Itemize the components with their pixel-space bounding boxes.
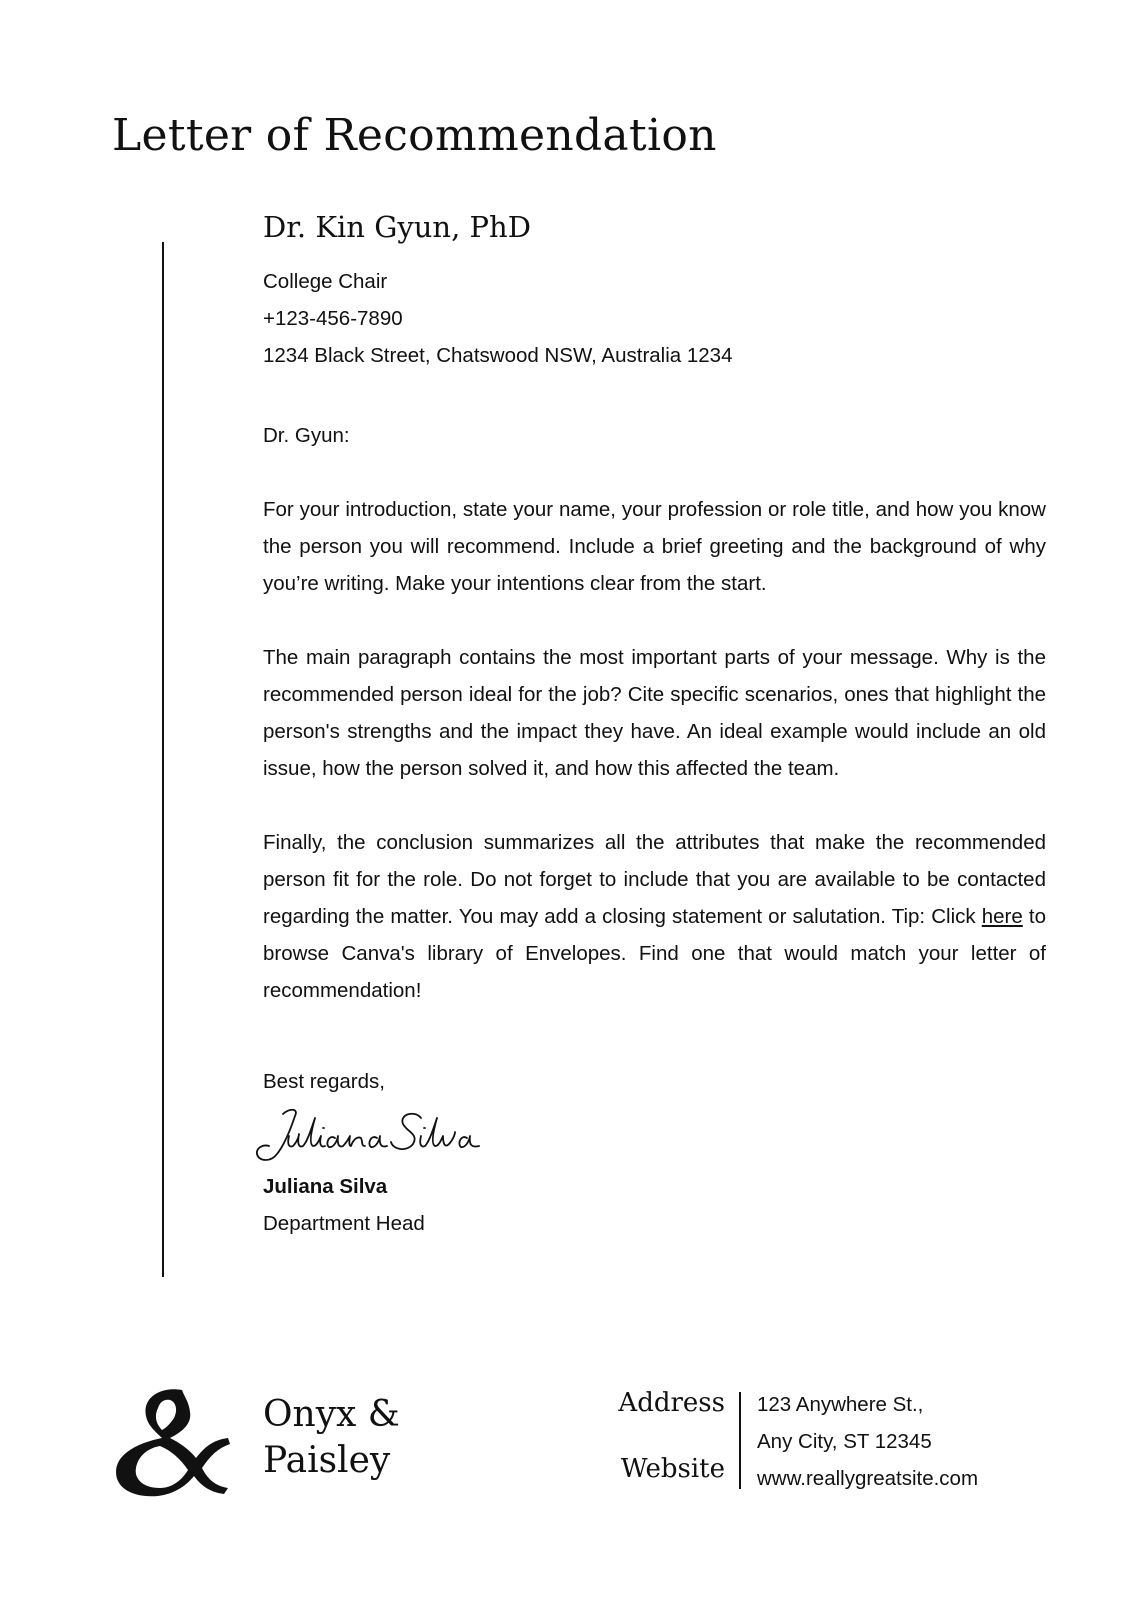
address-line-1: 123 Anywhere St., [757,1393,924,1416]
salutation: Dr. Gyun: [263,423,350,447]
company-name-line-2: Paisley [263,1440,391,1481]
company-name [263,1392,400,1484]
footer-labels [618,1386,725,1486]
conclusion-text-before-link: Finally, the conclusion summarizes all the attributes that make the recommended person fit for the role. Do not forget to include that you are available to be contacted regarding the matter. You may add a closing statement or salutation. Tip: Click [263,830,1046,928]
recipient-role: College Chair [263,269,388,293]
closing-line: Best regards, [263,1069,385,1093]
address-label: Address [618,1388,725,1418]
recipient-phone: +123-456-7890 [263,306,403,330]
ampersand-logo-icon [112,1388,232,1498]
conclusion-text-after-link: to browse Canva's library of Envelopes. Find one that would match your letter of recommendation! [263,904,1046,1002]
letter-body [263,210,1046,1242]
company-name-line-1: Onyx & [263,1394,400,1435]
website-url[interactable]: www.reallygreatsite.com [757,1467,979,1490]
footer-divider [739,1392,741,1489]
paragraph-conclusion [263,824,1046,1009]
signer-name: Juliana Silva [263,1174,388,1198]
envelopes-link[interactable]: here [981,904,1023,928]
recipient-address: 1234 Black Street, Chatswood NSW, Australia 1234 [263,343,733,367]
page-title: Letter of Recommendation [112,110,717,161]
website-label: Website [620,1454,725,1484]
paragraph-introduction: For your introduction, state your name, your profession or role title, and how you know the person you will recommend. Include a brief greeting and the background of why you’re writing. Make your intentions clear from the start. [263,497,1046,595]
recipient-name: Dr. Kin Gyun, PhD [263,210,531,244]
footer-contact-info [757,1386,978,1497]
address-line-2: Any City, ST 12345 [757,1430,932,1453]
signer-title: Department Head [263,1211,425,1235]
paragraph-main: The main paragraph contains the most important parts of your message. Why is the recommended person ideal for the job? Cite specific scenarios, ones that highlight the person's strengths and the impact they have. An ideal example would include an old issue, how the person solved it, and how this affected the team. [263,645,1046,780]
left-vertical-rule [162,242,164,1277]
handwritten-signature [249,1100,1046,1168]
